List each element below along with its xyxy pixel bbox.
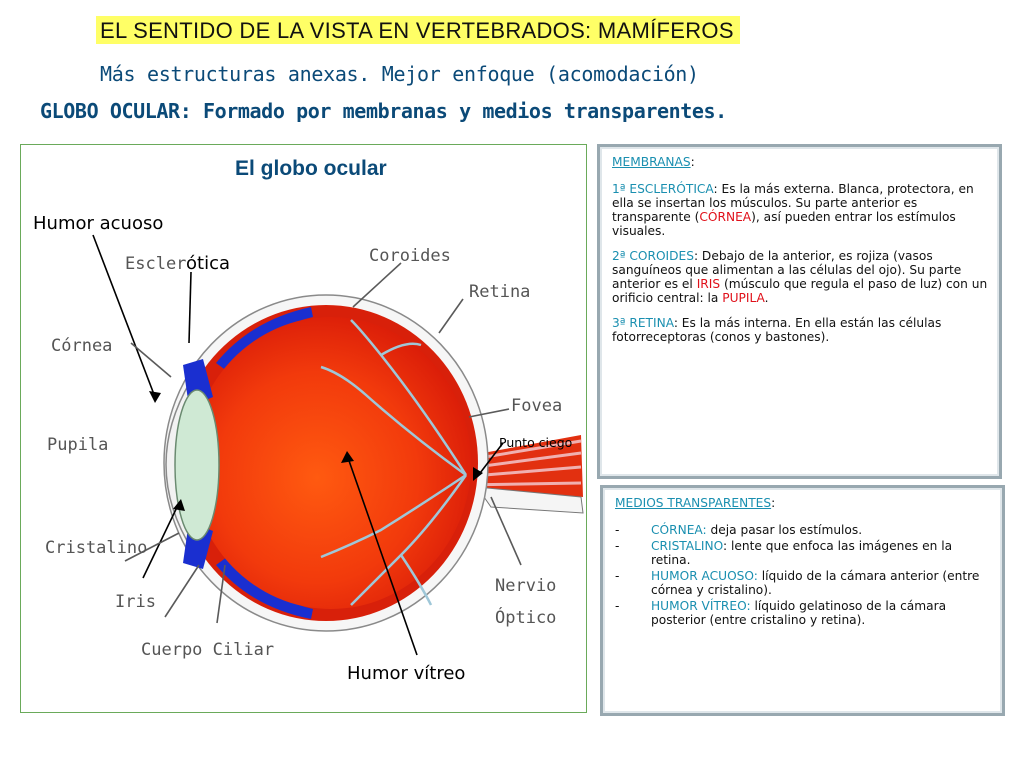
label-retina: Retina xyxy=(469,282,531,302)
label-optico: Óptico xyxy=(495,608,557,628)
label-otica: ótica xyxy=(186,253,230,274)
label-iris: Iris xyxy=(115,592,156,612)
retina-label: 3ª RETINA xyxy=(612,316,674,330)
eye-diagram-panel xyxy=(20,144,587,713)
medios-item-humor-vitreo: - HUMOR VÍTREO: líquido gelatinoso de la cámara posterior (entre cristalino y retina). xyxy=(615,599,947,627)
label-cristalino: Cristalino xyxy=(45,538,148,558)
esclerotica-paragraph xyxy=(612,182,990,238)
esclerotica-cornea: CÓRNEA xyxy=(699,210,752,224)
esclerotica-text2: ), así pueden entrar los estímulos visuales. xyxy=(612,210,956,238)
label-pupila: Pupila xyxy=(47,435,109,455)
coroides-text1: : Debajo de la anterior, es rojiza (vasos sanguíneos que alimentan a las células del ojo). Su parte anterior es el xyxy=(612,249,962,291)
label-escler: Escler xyxy=(125,254,187,274)
globo-ocular-heading: GLOBO OCULAR: Formado por membranas y medios transparentes. xyxy=(40,99,727,123)
membranas-heading-line: MEMBRANAS: xyxy=(612,155,695,169)
lens-shape xyxy=(175,390,219,540)
esclerotica-text1: : Es la más externa. Blanca, protectora, en ella se insertan los músculos. Su parte anterior es transparente ( xyxy=(612,182,974,224)
label-humor-vitreo: Humor vítreo xyxy=(347,663,466,684)
medios-item-humor-acuoso: - HUMOR ACUOSO: líquido de la cámara anterior (entre córnea y cristalino). xyxy=(615,569,980,597)
vitreous-shape xyxy=(191,317,471,609)
medios-item-cornea: - CÓRNEA: deja pasar los estímulos. xyxy=(615,523,863,537)
medios-panel xyxy=(600,485,1005,716)
esclerotica-label: 1ª ESCLERÓTICA xyxy=(612,182,714,196)
membranas-heading: MEMBRANAS xyxy=(612,155,691,169)
label-nervio: Nervio xyxy=(495,576,557,596)
medios-term-cristalino: CRISTALINO xyxy=(651,539,724,553)
medios-term-humor-acuoso: HUMOR ACUOSO: xyxy=(651,569,758,583)
coroides-text3: . xyxy=(764,291,769,305)
label-coroides: Coroides xyxy=(369,246,451,266)
medios-list xyxy=(615,523,993,627)
medios-heading-line: MEDIOS TRANSPARENTES: xyxy=(615,496,776,510)
medios-term-cornea: CÓRNEA: xyxy=(651,523,707,537)
medios-text-humor-vitreo: líquido gelatinoso de la cámara posterior (entre cristalino y retina). xyxy=(651,599,947,627)
medios-heading: MEDIOS TRANSPARENTES xyxy=(615,496,772,510)
coroides-text2: (músculo que regula el paso de luz) con un orificio central: la xyxy=(612,277,988,305)
medios-item-cristalino: - CRISTALINO: lente que enfoca las imágenes en la retina. xyxy=(615,539,953,567)
page-title: EL SENTIDO DE LA VISTA EN VERTEBRADOS: MAMÍFEROS xyxy=(96,16,740,44)
label-cuerpo-ciliar: Cuerpo Ciliar xyxy=(141,640,275,660)
arrow-humor-acuoso xyxy=(149,391,161,403)
coroides-paragraph xyxy=(612,249,990,305)
coroides-label: 2ª COROIDES xyxy=(612,249,694,263)
medios-term-humor-vitreo: HUMOR VÍTREO: xyxy=(651,599,751,613)
medios-text-cristalino: : lente que enfoca las imágenes en la retina. xyxy=(651,539,953,567)
coroides-pupila: PUPILA xyxy=(722,291,765,305)
medios-text-cornea: deja pasar los estímulos. xyxy=(706,523,863,537)
retina-paragraph xyxy=(612,316,990,344)
label-humor-acuoso: Humor acuoso xyxy=(33,213,164,234)
diagram-title: El globo ocular xyxy=(235,157,387,180)
coroides-iris: IRIS xyxy=(696,277,721,291)
retina-text: : Es la más interna. En ella están las células fotorreceptoras (conos y bastones). xyxy=(612,316,942,344)
page-subtitle: Más estructuras anexas. Mejor enfoque (acomodación) xyxy=(100,62,699,86)
label-fovea: Fovea xyxy=(511,396,563,416)
membranas-panel xyxy=(597,144,1002,479)
label-punto-ciego: Punto ciego xyxy=(499,435,573,450)
eye-diagram xyxy=(21,145,586,712)
label-cornea: Córnea xyxy=(51,336,113,356)
medios-text-humor-acuoso: líquido de la cámara anterior (entre córnea y cristalino). xyxy=(651,569,980,597)
